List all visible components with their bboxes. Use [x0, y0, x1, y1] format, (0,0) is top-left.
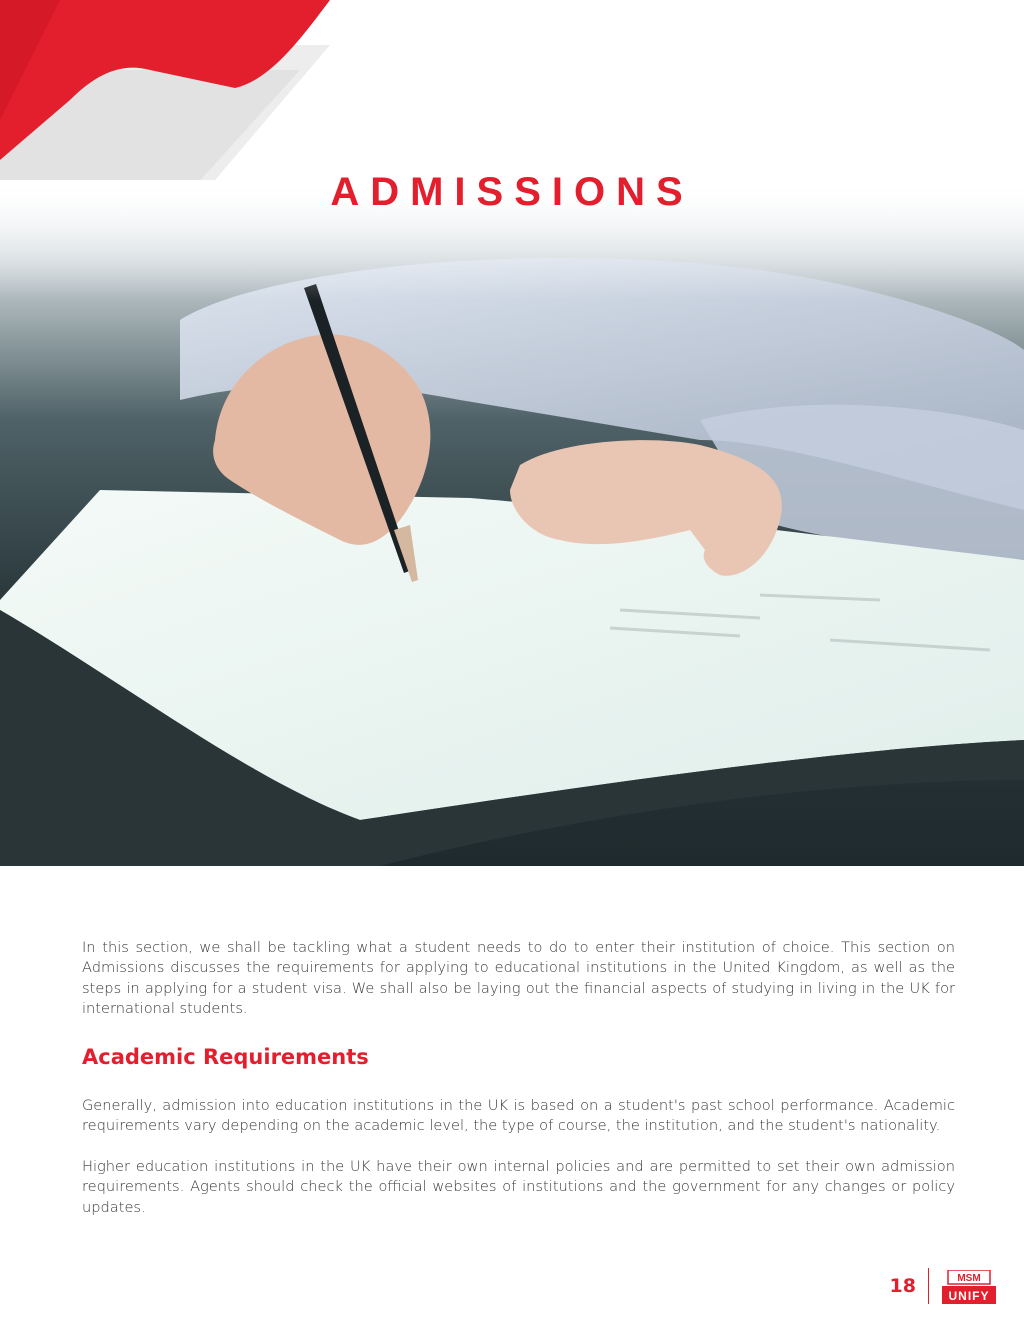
academic-paragraph-1: Generally, admission into education institutions in the UK is based on a student's past school performance. Academic requirements vary depending on the academic level, the type of course, the institution, and the student's nationality.	[82, 1096, 955, 1135]
page-title: ADMISSIONS	[330, 169, 694, 214]
footer-divider	[928, 1268, 929, 1304]
page-number: 18	[889, 1275, 916, 1297]
hero-photo	[0, 180, 1024, 866]
logo-top-text: MSM	[957, 1273, 981, 1284]
section-heading: Academic Requirements	[82, 1045, 369, 1070]
msm-unify-logo	[942, 1270, 996, 1304]
academic-paragraph-2: Higher education institutions in the UK have their own internal policies and are permitted to set their own admission requirements. Agents should check the official websites of institutions and the government for any changes or policy updates.	[82, 1157, 955, 1216]
intro-paragraph: In this section, we shall be tackling what a student needs to do to enter their institution of choice. This section on Admissions discusses the requirements for applying to educational institutions in the United Kingdom, as well as the steps in applying for a student visa. We shall also be laying out the financial aspects of studying in living in the UK for international students.	[82, 938, 955, 1018]
logo-bottom-text: UNIFY	[948, 1289, 990, 1303]
